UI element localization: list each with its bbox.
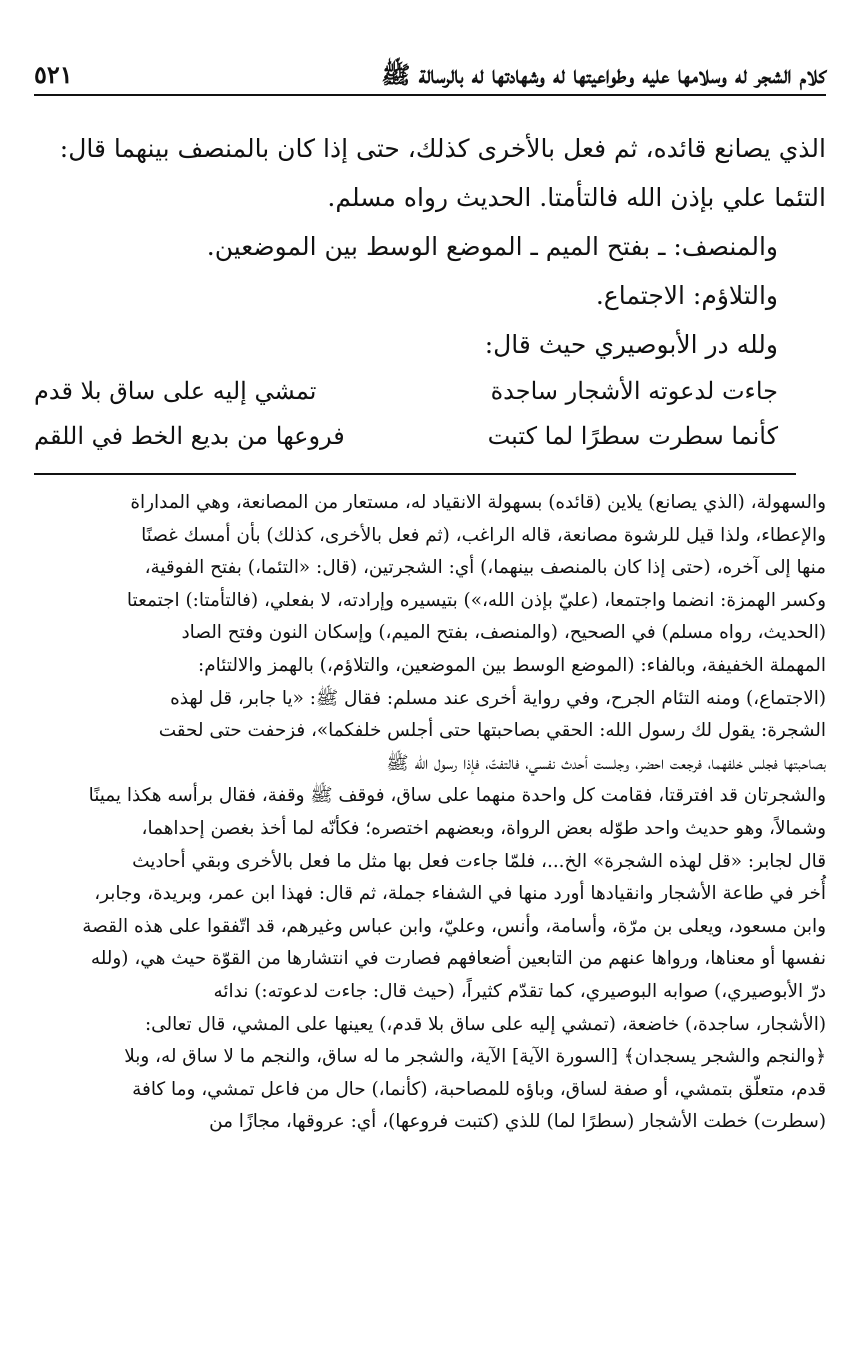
commentary-line: بصاحبتها فجلس خلفهما، فرجعت احضر، وجلست أحدث نفسي، فالتفتّ، فإذا رسول الله ﷺ <box>386 752 826 774</box>
commentary-line: وابن مسعود، ويعلى بن مرّة، وأسامة، وأنس، وعليّ، وابن عباس وغيرهم، قد اتّفقوا على هذه القصة <box>82 915 826 937</box>
commentary-line: (الأشجار، ساجدة،) خاضعة، (تمشي إليه على ساق بلا قدم،) يعينها على المشي، قال تعالى: <box>144 1013 826 1035</box>
commentary-line: أُخر في طاعة الأشجار وانقيادها أورد منها في الشفاء جملة، ثم قال: فهذا ابن عمر، وبريدة، وجابر، <box>94 883 826 905</box>
main-line: ولله در الأبوصيري حيث قال: <box>484 330 778 359</box>
commentary-line: وشمالاً، وهو حديث واحد طوّله بعض الرواة، وبعضهم اختصره؛ فكأنّه لما أخذ بغصن إحداهما، <box>141 817 826 839</box>
main-line: التئما علي بإذن الله فالتأمتا. الحديث رواه مسلم. <box>327 183 826 212</box>
main-line: والتلاؤم: الاجتماع. <box>595 281 778 310</box>
commentary-line: والسهولة، (الذي يصانع) يلاين (قائده) بسهولة الانقياد له، مستعار من المصانعة، وهي المداراة <box>130 492 826 513</box>
commentary-line: (الاجتماع،) ومنه التئام الجرح، وفي رواية أخرى عند مسلم: فقال ﷺ: «يا جابر، قل لهذه <box>170 687 826 709</box>
poem-verse <box>34 369 778 414</box>
commentary-line: (سطرت) خطت الأشجار (سطرًا لما) للذي (كتبت فروعها)، أي: عروقها، مجازًا من <box>209 1111 826 1133</box>
poem-verse <box>34 414 778 459</box>
chapter-title: كلام الشجر له وسلامها عليه وطواعيتها له وشهادتها له بالرسالة ﷺ <box>381 60 826 89</box>
commentary-line: قدم، متعلّق بتمشي، أو صفة لساق، وباؤه للمصاحبة، (كأنما،) حال من فاعل تمشي، وما كافة <box>132 1078 826 1100</box>
verse-first-hemistich: جاءت لدعوته الأشجار ساجدة <box>490 377 778 405</box>
section-divider <box>34 473 796 475</box>
commentary-line: نفسها أو معناها، ورواها عنهم من التابعين أضعافهم فصارت في انتشارها من القوّة حيث هي، (ولله <box>90 948 826 970</box>
commentary-line: ﴿والنجم والشجر يسجدان﴾ [السورة الآية] الآية، والشجر ما له ساق، والنجم ما لا ساق له، وبلا <box>124 1046 826 1068</box>
verse-second-hemistich: تمشي إليه على ساق بلا قدم <box>34 377 317 405</box>
commentary-line: الشجرة: يقول لك رسول الله: الحقي بصاحبتها حتى أجلس خلفكما»، فزحفت حتى لحقت <box>158 720 826 742</box>
commentary-line: والشجرتان قد افترقتا، فقامت كل واحدة منهما على ساق، فوقف ﷺ وقفة، فقال برأسه هكذا يمينًا <box>88 785 826 807</box>
main-text <box>34 96 826 459</box>
commentary-line: درّ الأبوصيري،) صوابه البوصيري، كما تقدّم كثيراً، (حيث قال: جاءت لدعوته:) ندائه <box>213 980 826 1002</box>
verse-second-hemistich: فروعها من بديع الخط في اللقم <box>34 422 345 450</box>
commentary-line: منها إلى آخره، (حتى إذا كان بالمنصف بينهما،) أي: الشجرتين، (قال: «التئما،) بفتح الفوقية، <box>144 557 826 579</box>
main-line: والمنصف: ـ بفتح الميم ـ الموضع الوسط بين الموضعين. <box>206 232 778 261</box>
page-number: ٥٢١ <box>34 60 73 89</box>
commentary-line: المهملة الخفيفة، وبالفاء: (الموضع الوسط بين الموضعين، والتلاؤم،) بالهمز والالتئام: <box>198 654 826 676</box>
commentary-line: (الحديث، رواه مسلم) في الصحيح، (والمنصف، بفتح الميم،) وإسكان النون وفتح الصاد <box>181 622 826 644</box>
running-header <box>34 0 826 96</box>
commentary-line: قال لجابر: «قل لهذه الشجرة» الخ...، فلمّا جاءت فعل بها مثل ما فعل بالأخرى وبقي أحاديث <box>132 850 826 872</box>
commentary-line: والإعطاء، ولذا قيل للرشوة مصانعة، قاله الراغب، (ثم فعل بالأخرى، كذلك) بأن أمسك غصنًا <box>141 524 826 546</box>
verse-first-hemistich: كأنما سطرت سطرًا لما كتبت <box>487 422 778 450</box>
main-line: الذي يصانع قائده، ثم فعل بالأخرى كذلك، حتى إذا كان بالمنصف بينهما قال: <box>59 134 826 163</box>
poem-verses <box>34 369 826 459</box>
commentary-line: وكسر الهمزة: انضما واجتمعا، (عليّ بإذن الله،») بتيسيره وإرادته، لا بفعلي، (فالتأمتا:) اجتمعتا <box>126 589 826 611</box>
commentary-text <box>34 487 826 1139</box>
